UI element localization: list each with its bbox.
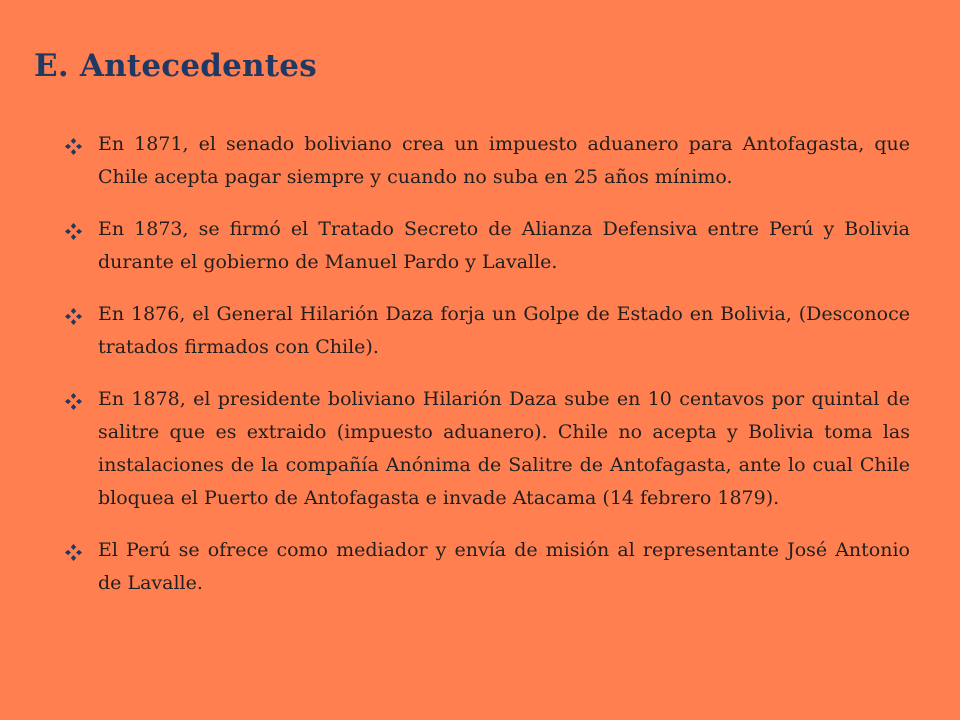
four-diamond-bullet-icon — [64, 383, 98, 411]
bullet-list — [64, 128, 910, 619]
bullet-item — [64, 298, 910, 364]
bullet-text: En 1873, se firmó el Tratado Secreto de Alianza Defensiva entre Perú y Bolivia durante el gobierno de Manuel Pardo y Lavalle. — [98, 218, 910, 273]
four-diamond-bullet-icon — [64, 298, 98, 326]
slide-title: E. Antecedentes — [34, 48, 317, 84]
bullet-item — [64, 128, 910, 194]
four-diamond-bullet-icon — [64, 213, 98, 241]
bullet-text: En 1871, el senado boliviano crea un impuesto aduanero para Antofagasta, que Chile acepta pagar siempre y cuando no suba en 25 años mínimo. — [98, 133, 910, 188]
four-diamond-bullet-icon — [64, 128, 98, 156]
bullet-text: El Perú se ofrece como mediador y envía de misión al representante José Antonio de Lavalle. — [98, 539, 910, 594]
four-diamond-bullet-icon — [64, 534, 98, 562]
bullet-item — [64, 213, 910, 279]
bullet-item — [64, 383, 910, 515]
bullet-item — [64, 534, 910, 600]
bullet-text: En 1878, el presidente boliviano Hilarión Daza sube en 10 centavos por quintal de salitre que es extraido (impuesto aduanero). Chile no acepta y Bolivia toma las instalaciones de la compañía Anónima de Salitre de Antofagasta, ante lo cual Chile bloquea el Puerto de Antofagasta e invade Atacama (14 febrero 1879). — [98, 388, 910, 509]
bullet-text: En 1876, el General Hilarión Daza forja un Golpe de Estado en Bolivia, (Desconoce tratados firmados con Chile). — [98, 303, 910, 358]
